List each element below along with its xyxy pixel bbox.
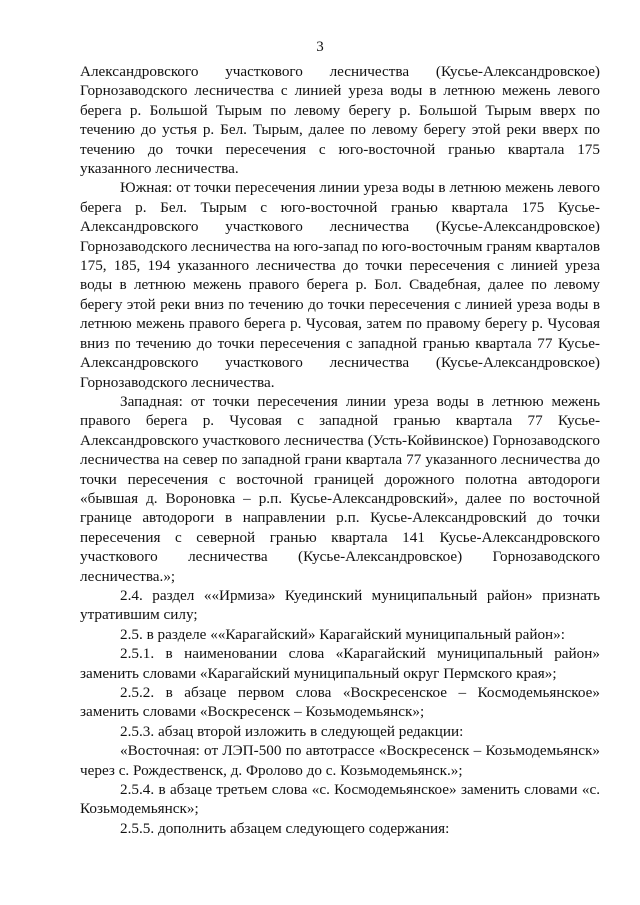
page-number: 3 [316, 39, 324, 55]
paragraph-southern-boundary: Южная: от точки пересечения линии уреза воды в летнюю межень левого берега р. Бел. Тырым с юго-восточной гранью квартала 175 Кусье-Александровского участкового лесничества (Кусье-Александровское) Горнозаводского лесничества на юго-запад по юго-восточным граням кварталов 175, 185, 194 указанного лесничества до точки пересечения с линией уреза воды в летнюю межень правого берега р. Бол. Свадебная, далее по левому берегу этой реки вниз по течению до точки пересечения с линией уреза воды в летнюю межень правого берега р. Чусовая, затем по правому берегу р. Чусовая вниз по течению до точки пересечения с западной гранью квартала 77 Кусье-Александровского участкового лесничества (Кусье-Александровское) Горнозаводского лесничества. [80, 179, 600, 391]
paragraph-western-boundary: Западная: от точки пересечения линии уреза воды в летнюю межень правого берега р. Чусовая с западной гранью квартала 77 Кусье-Александровского участкового лесничества (Усть-Койвинское) Горнозаводского лесничества на север по западной грани квартала 77 указанного лесничества до точки пересечения с восточной границей дорожного полотна автодороги «бывшая д. Вороновка – р.п. Кусье-Александровский», далее по восточной границе автодороги в направлении р.п. Кусье-Александровский до точки пересечения с северной гранью квартала 141 Кусье-Александровского участкового лесничества (Кусье-Александровское) Горнозаводского лесничества.»; [80, 392, 600, 585]
paragraph-2-5-4: 2.5.4. в абзаце третьем слова «с. Космодемьянское» заменить словами «с. Козьмодемьянск»; [80, 781, 600, 818]
paragraph-2-5-2: 2.5.2. в абзаце первом слова «Воскресенское – Космодемьянское» заменить словами «Воскресенск – Козьмодемьянск»; [80, 684, 600, 721]
paragraph-2-5-3: 2.5.3. абзац второй изложить в следующей редакции: [120, 722, 464, 740]
document-body [80, 62, 600, 838]
paragraph-2-4: 2.4. раздел ««Ирмиза» Куединский муниципальный район» признать утратившим силу; [80, 586, 600, 624]
paragraph-continuation: Александровского участкового лесничества (Кусье-Александровское) Горнозаводского лесничества с линией уреза воды в летнюю межень левого берега р. Большой Тырым по левому берегу р. Большой Тырым вверх по течению до устья р. Бел. Тырым, далее по левому берегу этой реки вверх по течению до точки пересечения с юго-восточной гранью квартала 175 указанного лесничества. [80, 63, 600, 178]
paragraph-2-5-5: 2.5.5. дополнить абзацем следующего содержания: [120, 819, 450, 837]
paragraph-2-5: 2.5. в разделе ««Карагайский» Карагайский муниципальный район»: [120, 625, 565, 643]
paragraph-2-5-1: 2.5.1. в наименовании слова «Карагайский муниципальный район» заменить словами «Карагайский муниципальный округ Пермского края»; [80, 645, 600, 682]
paragraph-eastern-boundary: «Восточная: от ЛЭП-500 по автотрассе «Воскресенск – Козьмодемьянск» через с. Рождественск, д. Фролово до с. Козьмодемьянск.»; [80, 742, 600, 779]
